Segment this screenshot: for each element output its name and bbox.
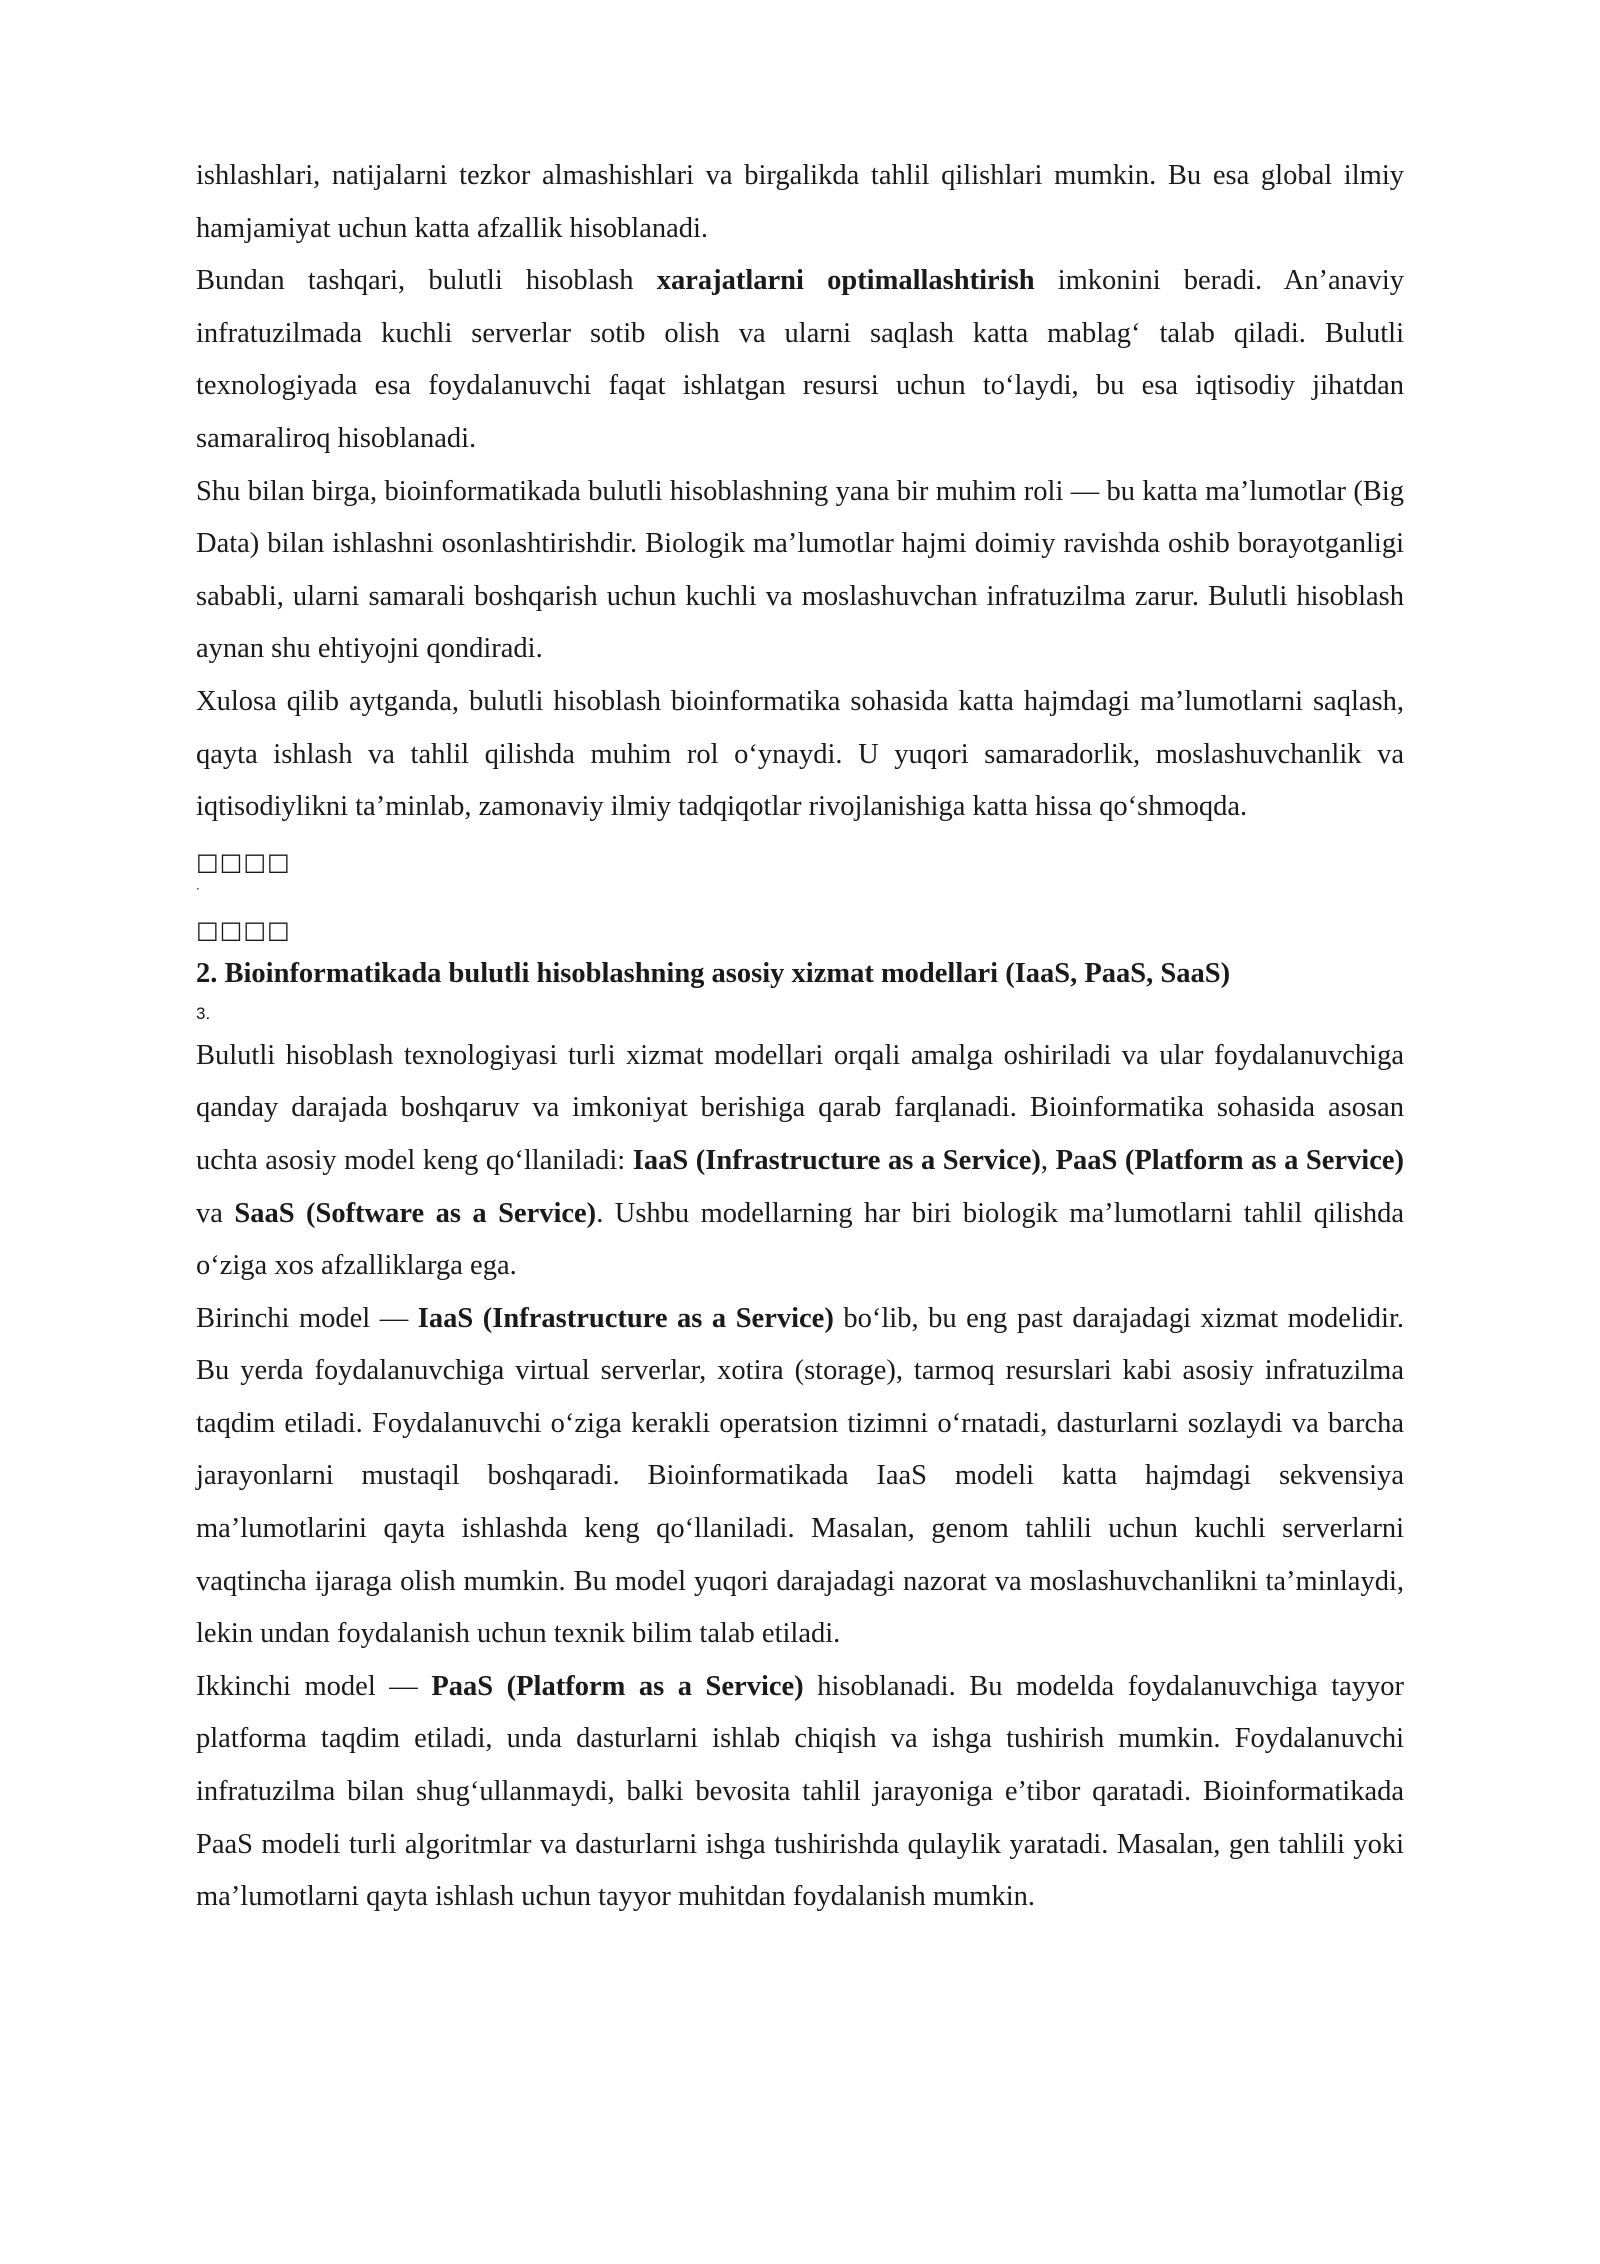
paragraph-text: Ikkinchi model — [196, 1670, 432, 1702]
paragraph-text: , [1040, 1144, 1056, 1176]
bold-term-iaas: IaaS (Infrastructure as a Service) [632, 1144, 1041, 1176]
placeholder-glyphs: □□□□ [196, 915, 291, 944]
paragraph-conclusion: Xulosa qilib aytganda, bulutli hisoblash bioinformatika sohasida katta hajmdagi ma’lumotlarni saqlash, qayta ishlash va tahlil qilishda muhim rol o‘ynaydi. U yuqori samaradorlik, moslashuvchanlik va iqtisodiylikni ta’minlab, zamonaviy ilmiy tadqiqotlar rivojlanishiga katta hissa qo‘shmoqda. [196, 685, 1404, 823]
paragraph-big-data: Shu bilan birga, bioinformatikada bulutli hisoblashning yana bir muhim roli — bu katta ma’lumotlar (Big Data) bilan ishlashni osonlashtirishdir. Biologik ma’lumotlar hajmi doimiy ravishda oshib borayotganligi sababli, ularni samarali boshqarish uchun kuchli va moslashuvchan infratuzilma zarur. Bulutli hisoblash aynan shu ehtiyojni qondiradi. [196, 475, 1404, 665]
list-number: 3. [196, 1003, 211, 1023]
paragraph-paas [196, 1661, 1404, 1924]
bold-term: xarajatlarni optimallashtirish [656, 265, 1035, 297]
paragraph-collaboration: ishlashlari, natijalarni tezkor almashishlari va birgalikda tahlil qilishlari mumkin. Bu esa global ilmiy hamjamiyat uchun katta afzallik hisoblanadi. [196, 160, 1404, 244]
paragraph-text: hisoblanadi. Bu modelda foydalanuvchiga tayyor platforma taqdim etiladi, unda dasturlarni ishlab chiqish va ishga tushirish mumkin. Foydalanuvchi infratuzilma bilan shug‘ullanmaydi, balki bevosita tahlil jarayoniga e’tibor qaratadi. Bioinformatikada PaaS modeli turli algoritmlar va dasturlarni ishga tushirishda qulaylik yaratadi. Masalan, gen tahlili yoki ma’lumotlarni qayta ishlash uchun tayyor muhitdan foydalanish mumkin. [196, 1670, 1405, 1913]
paragraph-text: imkonini beradi. An’anaviy infratuzilmada kuchli serverlar sotib olish va ularni saqlash katta mablag‘ talab qiladi. Bulutli texnologiyada esa foydalanuvchi faqat ishlatgan resursi uchun to‘laydi, bu esa iqtisodiy jihatdan samaraliroq hisoblanadi. [196, 265, 1404, 454]
paragraph-text: Bulutli hisoblash texnologiyasi turli xizmat modellari orqali amalga oshiriladi va ular foydalanuvchiga qanday darajada boshqaruv va imkoniyat berishiga qarab farqlanadi. Bioinformatika sohasida asosan uchta asosiy model keng qo‘llaniladi: [196, 1039, 1404, 1176]
paragraph-cost-optimization [196, 255, 1404, 465]
paragraph-service-models-intro [196, 1030, 1404, 1293]
bold-term-paas: PaaS (Platform as a Service) [431, 1670, 804, 1702]
paragraph-text: bo‘lib, bu eng past darajadagi xizmat modelidir. Bu yerda foydalanuvchiga virtual serverlar, xotira (storage), tarmoq resurslari kabi asosiy infratuzilma taqdim etiladi. Foydalanuvchi o‘ziga kerakli operatsion tizimni o‘rnatadi, dasturlarni sozlaydi va barcha jarayonlarni mustaqil boshqaradi. Bioinformatikada IaaS modeli katta hajmdagi sekvensiya ma’lumotlarini qayta ishlashda keng qo‘llaniladi. Masalan, genom tahlili uchun kuchli serverlarni vaqtincha ijaraga olish mumkin. Bu model yuqori darajadagi nazorat va moslashuvchanlikni ta’minlaydi, lekin undan foydalanish uchun texnik bilim talab etiladi. [196, 1302, 1405, 1650]
paragraph-text: Bundan tashqari, bulutli hisoblash [196, 265, 657, 297]
section-heading: 2. Bioinformatikada bulutli hisoblashning asosiy xizmat modellari (IaaS, PaaS, SaaS) [196, 957, 1231, 989]
paragraph-text: Birinchi model — [196, 1302, 418, 1334]
bold-term-iaas: IaaS (Infrastructure as a Service) [417, 1302, 834, 1334]
bold-term-saas: SaaS (Software as a Service) [234, 1197, 597, 1229]
paragraph-text: . Ushbu modellarning har biri biologik ma’lumotlarni tahlil qilishda o‘ziga xos afzalliklarga ega. [196, 1197, 1405, 1282]
placeholder-glyphs: □□□□ [196, 847, 291, 876]
paragraph-text: va [196, 1197, 235, 1229]
bold-term-paas: PaaS (Platform as a Service) [1055, 1144, 1405, 1176]
dot-mark: · [196, 881, 200, 896]
paragraph-iaas [196, 1293, 1404, 1661]
